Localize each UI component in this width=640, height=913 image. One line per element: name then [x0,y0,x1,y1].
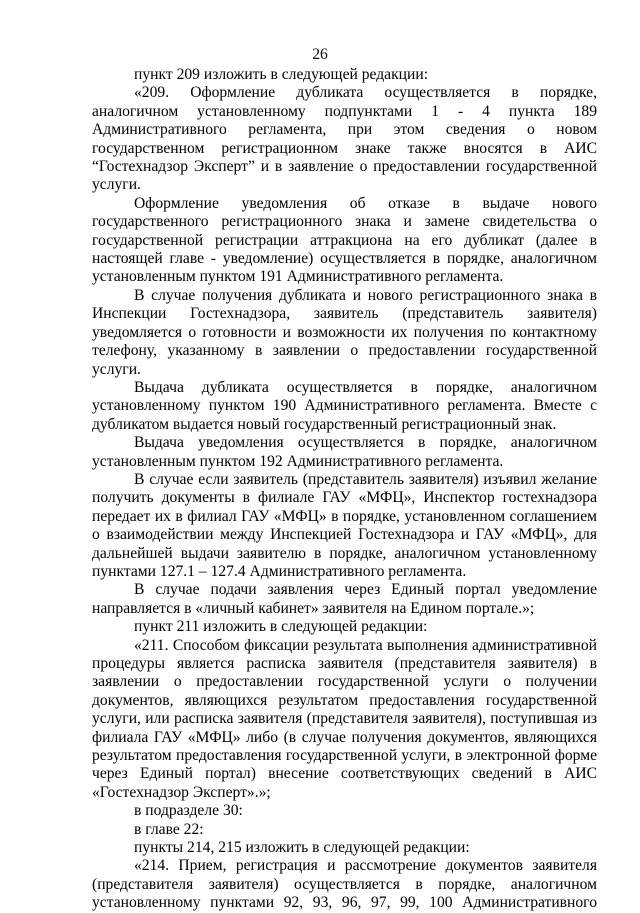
paragraph-7: В случае если заявитель (представитель заявителя) изъявил желание получить документы в филиале ГАУ «МФЦ», Инспектор гостехнадзора передает их в филиал ГАУ «МФЦ» в порядке, установленном соглашением о взаимодействии между Инспекцией Гостехнадзора и ГАУ «МФЦ», для дальнейшей выдачи заявителю в порядке, аналогичном установленному пунктами 127.1 – 127.4 Административного регламента. [92,470,597,580]
paragraph-9: пункт 211 изложить в следующей редакции: [134,618,428,636]
paragraph-2: «209. Оформление дубликата осуществляется в порядке, аналогичном установленному подпунктами 1 - 4 пункта 189 Административного регламента, при этом сведения о новом государственном регистрационном знаке также вносятся в АИС “Гостехнадзор Эксперт” и в заявление о предоставлении государственной услуги. [92,84,597,194]
paragraph-12: в главе 22: [134,820,204,838]
paragraph-13: пункты 214, 215 изложить в следующей редакции: [134,839,470,857]
paragraph-5: Выдача дубликата осуществляется в порядке, аналогичном установленному пунктом 190 Административного регламента. Вместе с дубликатом выдается новый государственный регистрационный знак. [92,378,597,433]
paragraph-3: Оформление уведомления об отказе в выдаче нового государственного регистрационного знака и замене свидетельства о государственной регистрации аттракциона на его дубликат (далее в настоящей главе - уведомление) осуществляется в порядке, аналогичном установленным пунктом 191 Административного регламента. [92,194,597,286]
paragraph-14: «214. Прием, регистрация и рассмотрение документов заявителя (представителя заявителя) осуществляется в порядке, аналогичном установленному пунктами 92, 93, 96, 97, 99, 100 Административного [92,857,597,912]
paragraph-1: пункт 209 изложить в следующей редакции: [134,66,429,83]
page-number: 26 [312,46,328,63]
paragraph-6: Выдача уведомления осуществляется в порядке, аналогичном установленным пунктом 192 Административного регламента. [92,434,597,470]
paragraph-8: В случае подачи заявления через Единый портал уведомление направляется в «личный кабинет» заявителя на Едином портале.»; [92,581,597,617]
paragraph-11: в подразделе 30: [134,802,243,820]
paragraph-4: В случае получения дубликата и нового регистрационного знака в Инспекции Гостехнадзора, заявитель (представитель заявителя) уведомляется о готовности и возможности их получения по контактному телефону, указанному в заявлении о предоставлении государственной услуги. [92,286,597,378]
document-body [92,66,597,913]
paragraph-10: «211. Способом фиксации результата выполнения административной процедуры является расписка заявителя (представителя заявителя) в заявлении о предоставлении государственной услуги о получении документов, являющихся результатом предоставления государственной услуги, или расписка заявителя (представителя заявителя), поступившая из филиала ГАУ «МФЦ» либо (в случае получения документов, являющихся результатом предоставления государственной услуги, в электронной форме через Единый портал) внесение соответствующих сведений в АИС «Гостехнадзор Эксперт».»; [92,636,597,801]
